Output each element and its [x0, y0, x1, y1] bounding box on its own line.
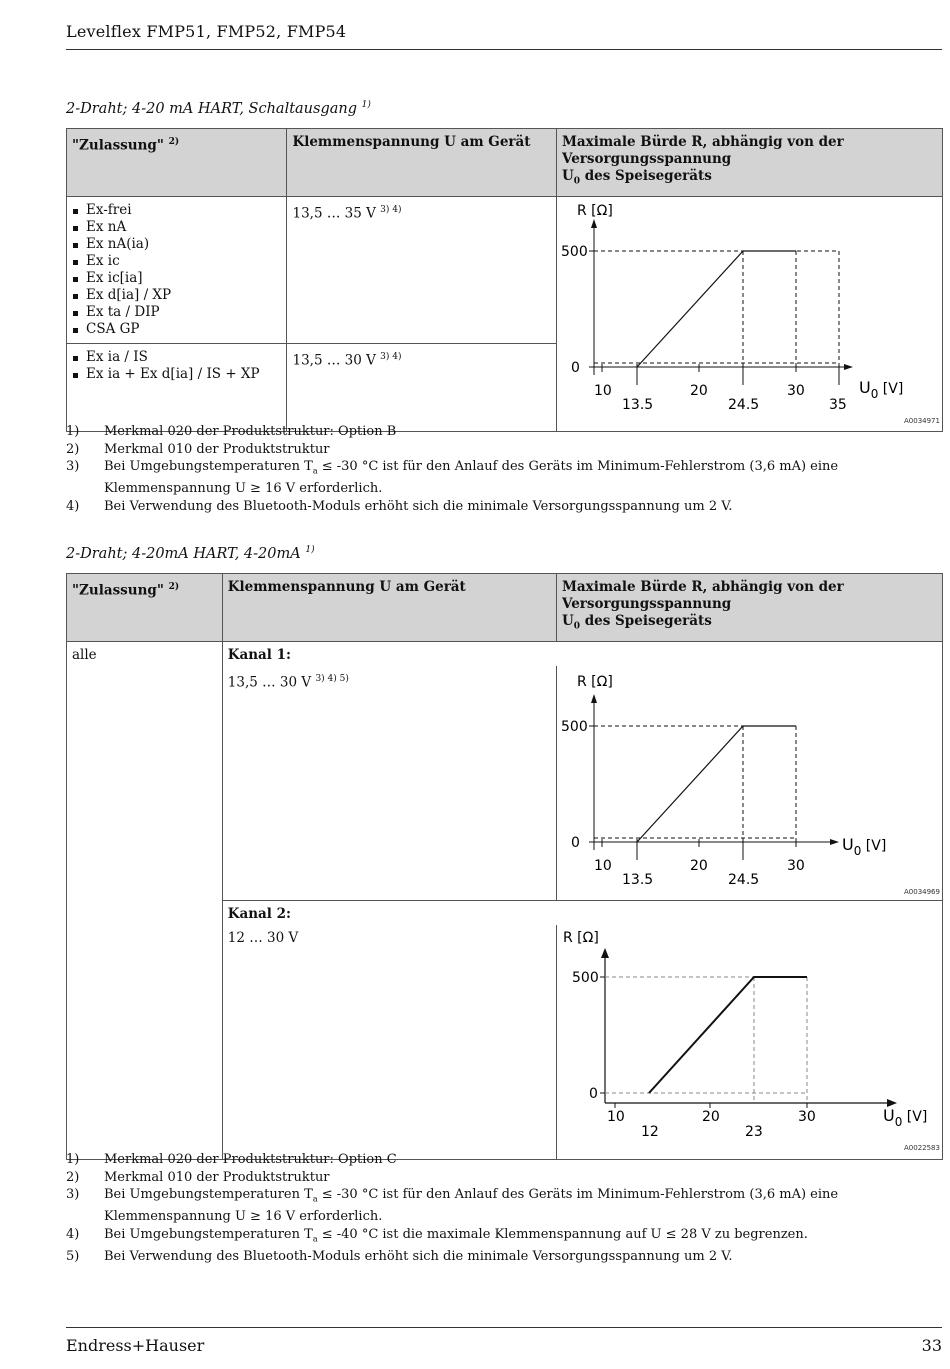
- footnote: [66, 1226, 926, 1248]
- s1-header-zulassung: [67, 129, 287, 197]
- s2-header-buerde-rest: des Speisegeräts: [580, 613, 712, 629]
- s2-zulassung-value: alle: [67, 641, 223, 1159]
- s2-kanal1-chart-cell: [556, 666, 942, 901]
- footer-divider: [66, 1327, 942, 1328]
- footnote-text: [104, 1226, 926, 1248]
- footnote-text: [104, 1186, 926, 1226]
- footnote-text-b: ≤ -30 °C ist für den Anlauf des Geräts im Minimum-Fehlerstrom (3,6 mA) eine Klemmenspannung U ≥ 16 V erforderlich.: [104, 459, 839, 497]
- s2k1-xtick-30-label: 30: [786, 857, 805, 874]
- footnote: [66, 1248, 926, 1266]
- s2k2-xlabel: [883, 1106, 927, 1129]
- page-number: 33: [921, 1336, 942, 1355]
- list-item: Ex ic: [72, 253, 281, 270]
- footnote-text-a: Bei Umgebungstemperaturen T: [104, 1187, 313, 1202]
- footnote-text-b: ≤ -40 °C ist die maximale Klemmenspannung auf U ≤ 28 V zu begrenzen.: [317, 1226, 808, 1242]
- footnote-number: 5): [66, 1248, 80, 1264]
- s1-row1-voltage-sup: 3) 4): [380, 204, 402, 215]
- s2-header-zulassung-sup: 2): [168, 582, 180, 592]
- s2-kanal1-voltage-sup: 3) 4) 5): [315, 673, 349, 684]
- s2-header-buerde: [556, 574, 942, 642]
- s1-row2-list: [72, 349, 281, 383]
- list-item: CSA GP: [72, 321, 281, 338]
- footnote-text: Merkmal 020 der Produktstruktur: Option B: [104, 424, 397, 439]
- section1-title-sup: 1): [361, 100, 371, 110]
- list-item: Ex nA: [72, 219, 281, 236]
- s2k1-ytick-0-label: 0: [570, 834, 580, 851]
- s2-kanal2-voltage: 12 … 30 V: [222, 925, 556, 1160]
- s1-row2-voltage: [287, 343, 557, 431]
- s1-row2-voltage-sup: 3) 4): [380, 351, 402, 362]
- s1-ylabel: R [Ω]: [576, 202, 613, 219]
- footnote-number: 1): [66, 424, 80, 439]
- s2k2-xtick-30-label: 30: [797, 1108, 816, 1125]
- s2k2-ylabel: R [Ω]: [562, 929, 599, 946]
- s2-kanal1-label: Kanal 1:: [222, 641, 942, 666]
- footnote-text: Bei Verwendung des Bluetooth-Moduls erhöht sich die minimale Versorgungsspannung um 2 V.: [104, 498, 733, 514]
- s1-xlabel-sub: 0: [870, 386, 879, 401]
- s2k1-ytick-500-label: 500: [560, 718, 588, 735]
- footnote-number: 3): [66, 1187, 80, 1202]
- s2k1-y-arrow: [591, 694, 597, 703]
- footnote-number: 4): [66, 498, 80, 514]
- s2k1-xlabel-u: U: [841, 834, 854, 854]
- s2-kanal2-chart-cell: [556, 925, 942, 1160]
- list-item: Ex-frei: [72, 202, 281, 219]
- s1-ytick-500-label: 500: [560, 243, 588, 260]
- s2-kanal1-voltage-text: 13,5 … 30 V: [227, 674, 312, 691]
- s1-row1-voltage-text: 13,5 … 35 V: [292, 205, 376, 222]
- s2-header-klemmen: Klemmenspannung U am Gerät: [222, 574, 556, 642]
- s2k1-x-arrow: [830, 839, 839, 845]
- s2-kanal2-load-chart: [557, 925, 942, 1159]
- s1-load-chart: [557, 197, 942, 431]
- footnote-text: Merkmal 010 der Produktstruktur: [104, 441, 330, 457]
- footnote-text: Merkmal 010 der Produktstruktur: [104, 1169, 330, 1185]
- s2k1-ylabel: R [Ω]: [576, 673, 613, 690]
- s1-chart-code: A0034971: [903, 416, 940, 425]
- s1-header-zulassung-sup: 2): [168, 137, 180, 147]
- footnote-text-sub: a: [312, 466, 318, 476]
- s1-row2-zulassung: [67, 343, 287, 431]
- list-item: Ex ic[ia]: [72, 270, 281, 287]
- s2-footnotes: [66, 1151, 926, 1265]
- document-header-title: Levelflex FMP51, FMP52, FMP54: [66, 22, 347, 41]
- s1-header-buerde-line1: Maximale Bürde R, abhängig von der Versorgungsspannung: [561, 134, 844, 167]
- section2-title-sup: 1): [305, 545, 315, 555]
- s1-xtick-20-label: 20: [689, 382, 708, 399]
- s1-xtick-35-label: 35: [828, 396, 847, 413]
- s1-footnotes: [66, 423, 926, 515]
- footnote: [66, 458, 926, 498]
- s1-xlabel-u: U: [858, 377, 871, 397]
- s2k2-xlabel-sub: 0: [894, 1114, 903, 1129]
- footnote: [66, 498, 926, 516]
- footnote: [66, 1186, 926, 1226]
- list-item: Ex ia / IS: [72, 349, 281, 366]
- s2k1-xlabel-unit: [V]: [861, 837, 887, 854]
- list-item: Ex d[ia] / XP: [72, 287, 281, 304]
- section2-table: [66, 573, 943, 1160]
- s1-row1-zulassung: [67, 196, 287, 343]
- s2k2-xtick-12-label: 12: [640, 1123, 659, 1140]
- list-item: Ex nA(ia): [72, 236, 281, 253]
- s1-xlabel: [859, 378, 903, 401]
- s2k2-ytick-500-label: 500: [571, 969, 599, 986]
- s2k1-xlabel: [842, 835, 886, 858]
- footnote-text-b: ≤ -30 °C ist für den Anlauf des Geräts im Minimum-Fehlerstrom (3,6 mA) eine Klemmenspannung U ≥ 16 V erforderlich.: [104, 1187, 839, 1225]
- s1-header-klemmen: Klemmenspannung U am Gerät: [287, 129, 557, 197]
- s1-y-arrow: [591, 219, 597, 228]
- s2k2-xlabel-unit: [V]: [902, 1108, 928, 1125]
- s2k2-y-arrow: [601, 948, 609, 958]
- footnote: [66, 423, 926, 441]
- s1-load-line: [637, 251, 796, 367]
- footnote-text-sub: a: [312, 1194, 318, 1204]
- section1-table: [66, 128, 943, 432]
- s1-dashed-limit: [594, 251, 839, 367]
- s2k1-xtick-20-label: 20: [689, 857, 708, 874]
- s1-xtick-10-label: 10: [593, 382, 612, 399]
- s2k1-xlabel-sub: 0: [853, 843, 862, 858]
- s2k1-load-line: [637, 726, 796, 842]
- s1-xtick-13-5-label: 13.5: [621, 396, 654, 413]
- s1-header-zulassung-text: "Zulassung": [72, 137, 164, 154]
- s1-row1-voltage: [287, 196, 557, 343]
- s2k2-xlabel-u: U: [882, 1105, 895, 1125]
- footnote-text: [104, 458, 926, 498]
- footnote: [66, 441, 926, 459]
- s2-header-zulassung: [67, 574, 223, 642]
- s1-xtick-24-5-label: 24.5: [727, 396, 760, 413]
- footnote-number: 2): [66, 441, 80, 457]
- section1-title-text: 2-Draht; 4-20 mA HART, Schaltausgang: [66, 100, 358, 117]
- s2k2-chart-code: A0022583: [903, 1143, 940, 1152]
- s1-header-buerde: [556, 129, 942, 197]
- section2-title: [66, 545, 315, 562]
- s1-header-buerde-u: U: [561, 168, 574, 184]
- footer-company: Endress+Hauser: [66, 1336, 205, 1355]
- s2-header-buerde-line1: Maximale Bürde R, abhängig von der Versorgungsspannung: [561, 579, 844, 612]
- footnote: [66, 1151, 926, 1169]
- s2k1-xtick-24-5-label: 24.5: [727, 871, 760, 888]
- s2k2-xtick-20-label: 20: [701, 1108, 720, 1125]
- s2k2-ytick-0-label: 0: [588, 1085, 598, 1102]
- section1-title: [66, 100, 371, 117]
- header-divider: [66, 49, 942, 50]
- s2k2-xtick-10-label: 10: [606, 1108, 625, 1125]
- s2k1-xtick-13-5-label: 13.5: [621, 871, 654, 888]
- s2-kanal2-label: Kanal 2:: [222, 900, 942, 925]
- s1-row2-voltage-text: 13,5 … 30 V: [292, 352, 376, 369]
- list-item: Ex ta / DIP: [72, 304, 281, 321]
- footnote-text: Merkmal 020 der Produktstruktur: Option C: [104, 1152, 397, 1167]
- footnote-number: 4): [66, 1226, 80, 1242]
- s1-xtick-30-label: 30: [786, 382, 805, 399]
- s2k1-chart-code: A0034969: [903, 887, 940, 896]
- s2-header-buerde-u: U: [561, 613, 574, 629]
- s1-header-buerde-rest: des Speisegeräts: [580, 168, 712, 184]
- footnote-number: 1): [66, 1152, 80, 1167]
- s1-xlabel-unit: [V]: [878, 380, 904, 397]
- s1-chart-cell: [556, 196, 942, 431]
- s1-header-buerde-sub: 0: [573, 176, 581, 187]
- footnote-text-sub: a: [312, 1234, 318, 1244]
- footnote-number: 2): [66, 1169, 80, 1185]
- list-item: Ex ia + Ex d[ia] / IS + XP: [72, 366, 281, 383]
- footnote: [66, 1169, 926, 1187]
- s2k2-load-line: [649, 977, 807, 1093]
- footnote-number: 3): [66, 459, 80, 474]
- s1-row1-list: [72, 202, 281, 338]
- s2k2-xtick-23-label: 23: [744, 1123, 763, 1140]
- footnote-text: Bei Verwendung des Bluetooth-Moduls erhöht sich die minimale Versorgungsspannung um 2 V.: [104, 1248, 733, 1264]
- s2-kanal1-load-chart: [557, 666, 942, 900]
- s2-header-buerde-sub: 0: [573, 621, 581, 632]
- s1-x-arrow: [844, 364, 853, 370]
- s1-ytick-0-label: 0: [570, 359, 580, 376]
- s2-kanal1-voltage: [222, 666, 556, 901]
- footnote-text-a: Bei Umgebungstemperaturen T: [104, 459, 313, 474]
- section2-title-text: 2-Draht; 4-20mA HART, 4-20mA: [66, 545, 301, 562]
- s2k1-xtick-10-label: 10: [593, 857, 612, 874]
- footnote-text-a: Bei Umgebungstemperaturen T: [104, 1226, 313, 1242]
- s2-header-zulassung-text: "Zulassung": [72, 582, 164, 599]
